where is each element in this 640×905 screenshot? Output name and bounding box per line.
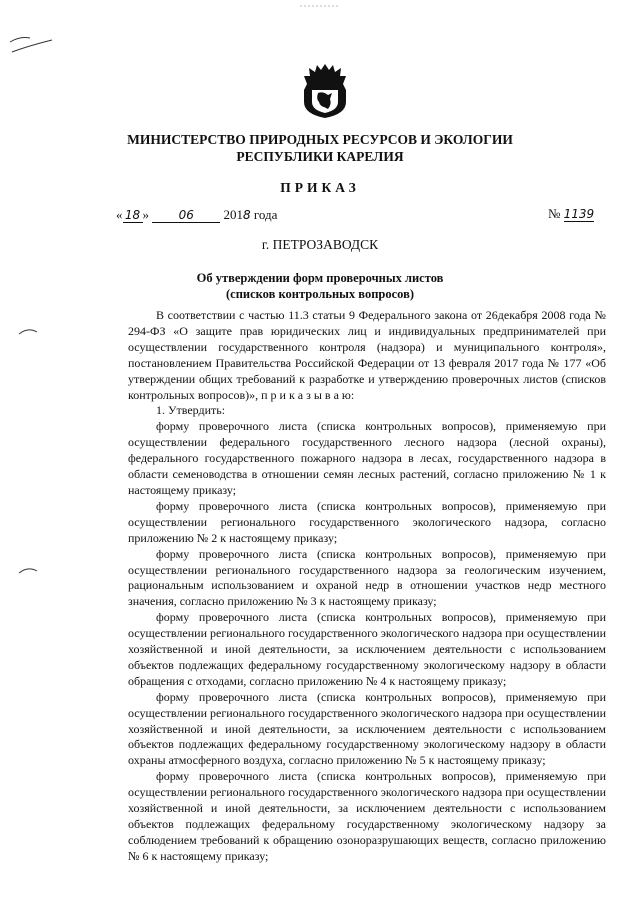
form-item: форму проверочного листа (списка контрольных вопросов), применяемую при осуществлении регионального государственного экологического надзора при осуществлении хозяйственной и иной деятельности, за исключением деятельности с использованием объектов подлежащих федеральному государственному экологическому надзору в области обращения с отходами, согласно приложению № 4 к настоящему приказу; xyxy=(128,610,606,688)
preamble-paragraph: В соответствии с частью 11.3 статьи 9 Федерального закона от 26декабря 2008 года № 294-ФЗ «О защите прав юридических лиц и индивидуальных предпринимателей при осуществлении государственного контроля (надзора) и муниципального контроля», постановлением Правительства Российской Федерации от 13 февраля 2017 года № 177 «Об утверждении общих требований к разработке и утверждению проверочных листов (списков контрольных вопросов)», п р и к а з ы в а ю: xyxy=(128,308,606,402)
form-item: форму проверочного листа (списка контрольных вопросов), применяемую при осуществлении федерального государственного лесного надзора (лесной охраны), федерального государственного пожарного надзора в лесах, государственного надзора в области семеноводства в отношении семян лесных растений, согласно приложению № 1 к настоящему приказу; xyxy=(128,419,606,497)
date-day: 18 xyxy=(123,209,143,223)
document-title xyxy=(0,270,640,302)
ministry-line-1: МИНИСТЕРСТВО ПРИРОДНЫХ РЕСУРСОВ И ЭКОЛОГИИ xyxy=(127,132,513,147)
title-line-2: (списков контрольных вопросов) xyxy=(225,287,414,301)
date-close-quote: » xyxy=(142,207,149,222)
form-item: форму проверочного листа (списка контрольных вопросов), применяемую при осуществлении регионального государственного надзора за геологическим изучением, рациональным использованием и охраной недр в отношении участков недр местного значения, согласно приложению № 3 к настоящему приказу; xyxy=(128,546,606,609)
item-1: 1. Утвердить: xyxy=(156,403,226,418)
date-year-prefix: 201 xyxy=(223,207,243,222)
form-item: форму проверочного листа (списка контрольных вопросов), применяемую при осуществлении регионального государственного экологического надзора при осуществлении хозяйственной и иной деятельности, за исключением деятельности с использованием объектов подлежащих федеральному государственному экологическому надзору за соблюдением требований к обращению озоноразрушающих веществ, согласно приложению № 6 к настоящему приказу; xyxy=(128,769,606,863)
city: г. ПЕТРОЗАВОДСК xyxy=(261,237,379,252)
document-type: ПРИКАЗ xyxy=(280,180,360,195)
order-number xyxy=(548,206,594,222)
form-item: форму проверочного листа (списка контрольных вопросов), применяемую при осуществлении регионального государственного экологического надзора при осуществлении хозяйственной и иной деятельности, за исключением деятельности с использованием объектов подлежащих федеральному государственному экологическому надзору в области охраны атмосферного воздуха, согласно приложению № 5 к настоящему приказу; xyxy=(128,689,606,768)
karelia-coat-of-arms-icon xyxy=(302,62,348,120)
document-body xyxy=(128,308,606,865)
margin-mark xyxy=(18,566,38,574)
date-year-word: года xyxy=(253,207,278,222)
scan-mark xyxy=(300,4,340,8)
margin-mark xyxy=(18,327,38,335)
date-open-quote: « xyxy=(116,207,123,222)
form-item: форму проверочного листа (списка контрольных вопросов), применяемую при осуществлении регионального государственного экологического надзора, согласно приложению № 2 к настоящему приказу; xyxy=(128,498,606,545)
ministry-line-2: РЕСПУБЛИКИ КАРЕЛИЯ xyxy=(236,149,404,164)
date-month: 06 xyxy=(152,209,220,223)
number-prefix: № xyxy=(548,206,561,221)
ministry-name xyxy=(0,131,640,165)
date-year-suffix: 8 xyxy=(243,208,251,222)
order-date xyxy=(116,207,277,223)
title-line-1: Об утверждении форм проверочных листов xyxy=(196,271,444,285)
handwritten-mark-icon xyxy=(8,30,54,60)
number-value: 1139 xyxy=(563,207,595,221)
